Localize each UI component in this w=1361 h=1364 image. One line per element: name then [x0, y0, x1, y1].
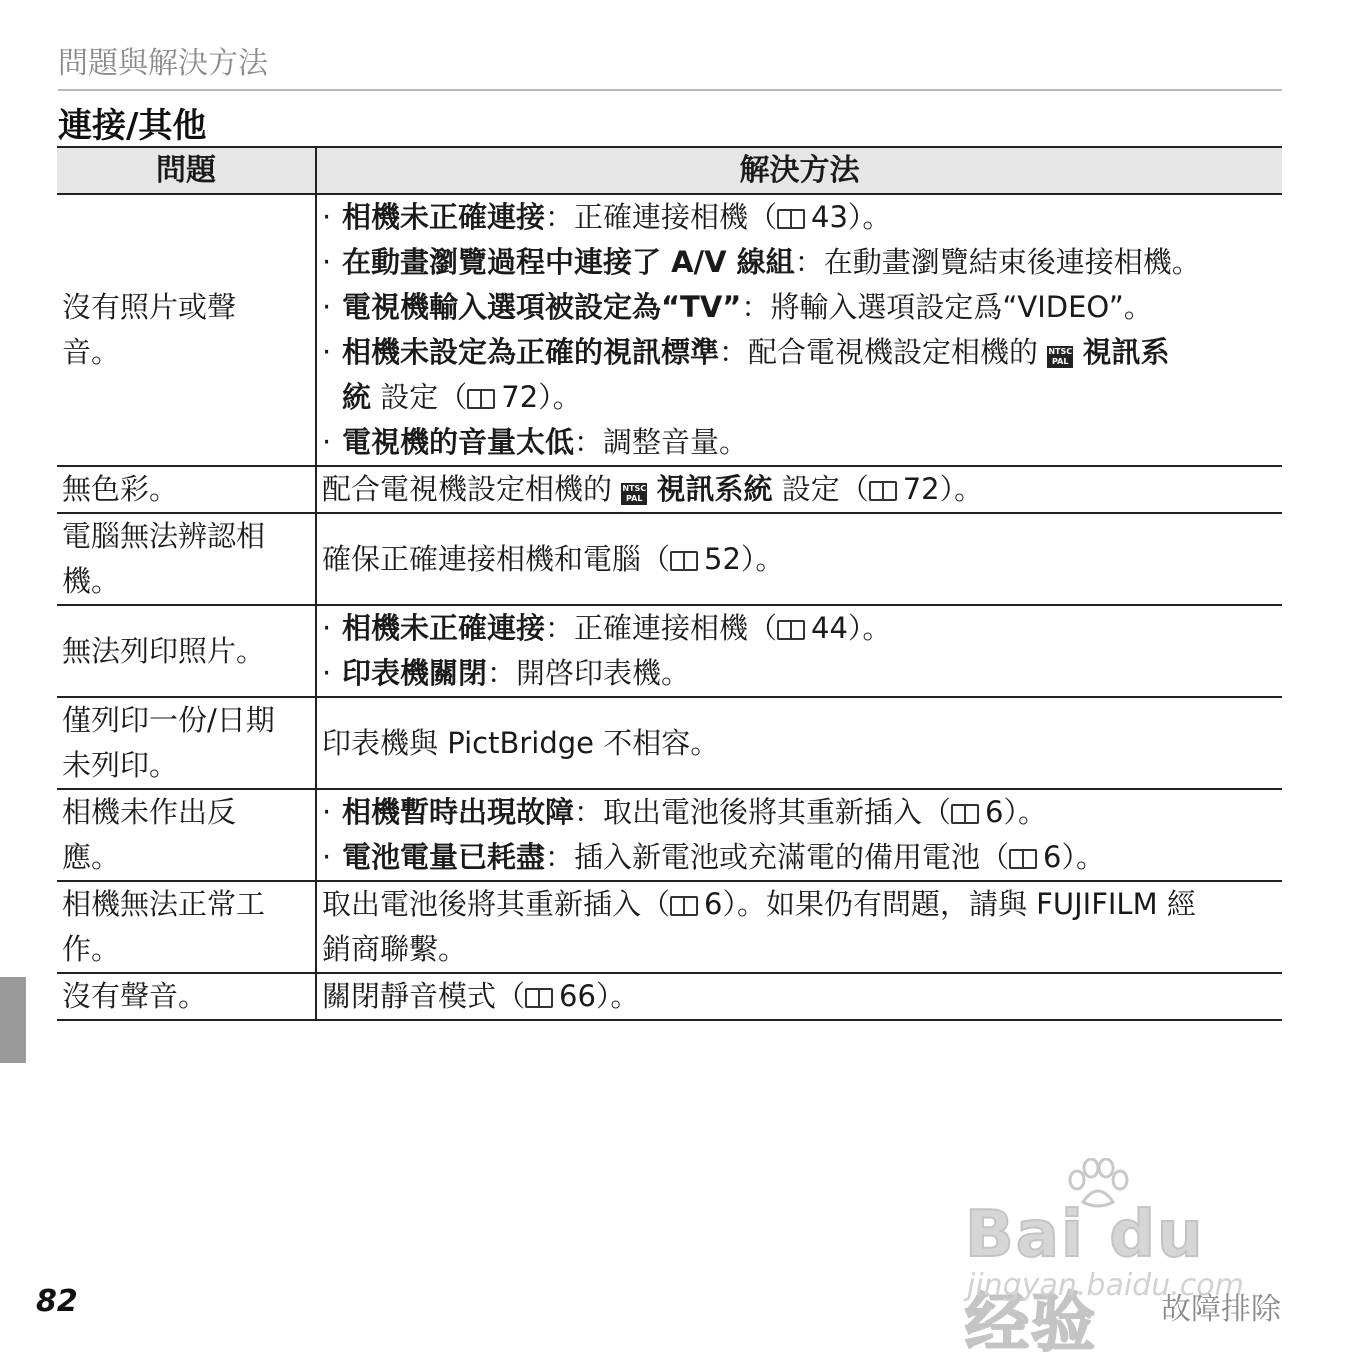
- page-reference-icon: [869, 481, 897, 501]
- solution-item: · 電視機輸入選項被設定為“TV”：將輸入選項設定爲“VIDEO”。: [322, 290, 1153, 324]
- page-reference-icon: [777, 209, 805, 229]
- solution-item: · 相機暫時出現故障：取出電池後將其重新插入（ 6）。: [322, 795, 1047, 829]
- solution-cell: 關閉靜音模式（ 66）。: [316, 973, 1282, 1020]
- problem-cell: 沒有聲音。: [57, 973, 316, 1020]
- problem-cell: 相機未作出反 應。: [57, 789, 316, 881]
- page-reference-icon: [525, 988, 553, 1008]
- problem-text: 沒有照片或聲: [62, 290, 237, 324]
- page-reference-icon: [670, 551, 698, 571]
- solution-item: · 相機未正確連接：正確連接相機（ 44）。: [322, 611, 892, 645]
- solution-item: · 電池電量已耗盡：插入新電池或充滿電的備用電池（ 6）。: [322, 840, 1105, 874]
- problem-text: 音。: [62, 335, 121, 369]
- header-rule: [58, 89, 1282, 91]
- problem-cell: 僅列印一份/日期 未列印。: [57, 697, 316, 789]
- ntsc-pal-icon: NTSC PAL: [622, 484, 647, 503]
- running-header: 問題與解決方法: [58, 46, 268, 81]
- solution-item: · 相機未設定為正確的視訊標準：配合電視機設定相機的 NTSC PAL 視訊系: [322, 335, 1170, 369]
- page-reference-icon: [670, 896, 698, 916]
- column-header-solution: 解決方法: [316, 147, 1282, 194]
- problem-cell: 相機無法正常工 作。: [57, 881, 316, 973]
- table-row: [57, 789, 1282, 881]
- footer-section-name: 故障排除: [1161, 1292, 1281, 1327]
- table-row: [57, 466, 1282, 513]
- page-number: 82: [36, 1284, 78, 1319]
- page-reference-icon: [951, 804, 979, 824]
- page-reference-icon: [1009, 849, 1037, 869]
- watermark-url: jingyan.baidu.com: [967, 1268, 1244, 1303]
- section-title: 連接/其他: [58, 106, 207, 146]
- troubleshooting-table: [57, 146, 1282, 1021]
- page-reference-icon: [777, 620, 805, 640]
- table-row: [57, 973, 1282, 1020]
- page-reference-icon: [467, 389, 495, 409]
- table-row: [57, 194, 1282, 466]
- solution-cell: [316, 605, 1282, 697]
- table-header-row: [57, 147, 1282, 194]
- solution-item: · 相機未正確連接：正確連接相機（ 43）。: [322, 200, 892, 234]
- watermark-brand: Bai du 经验: [965, 1198, 1205, 1361]
- table-row: [57, 605, 1282, 697]
- solution-cell: [316, 194, 1282, 466]
- problem-cell: [57, 194, 316, 466]
- problem-cell: 無法列印照片。: [57, 605, 316, 697]
- solution-cell: [316, 789, 1282, 881]
- chapter-side-tab: [0, 977, 26, 1063]
- solution-item: · 電視機的音量太低：調整音量。: [322, 425, 749, 459]
- problem-cell: 無色彩。: [57, 466, 316, 513]
- solution-item-continued: 統 設定（ 72）。: [342, 380, 582, 414]
- solution-item: · 在動畫瀏覽過程中連接了 A/V 線組：在動畫瀏覽結束後連接相機。: [322, 245, 1201, 279]
- table-row: [57, 881, 1282, 973]
- column-header-problem: 問題: [57, 147, 316, 194]
- problem-cell: 電腦無法辨認相 機。: [57, 513, 316, 605]
- table-row: [57, 697, 1282, 789]
- solution-item: · 印表機關閉：開啓印表機。: [322, 656, 691, 690]
- solution-cell: 確保正確連接相機和電腦（ 52）。: [316, 513, 1282, 605]
- solution-cell: 取出電池後將其重新插入（ 6）。如果仍有問題，請與 FUJIFILM 經 銷商聯繫。: [316, 881, 1282, 973]
- solution-cell: 配合電視機設定相機的 NTSC PAL 視訊系統 設定（ 72）。: [316, 466, 1282, 513]
- solution-cell: 印表機與 PictBridge 不相容。: [316, 697, 1282, 789]
- ntsc-pal-icon: NTSC PAL: [1048, 347, 1073, 366]
- table-row: [57, 513, 1282, 605]
